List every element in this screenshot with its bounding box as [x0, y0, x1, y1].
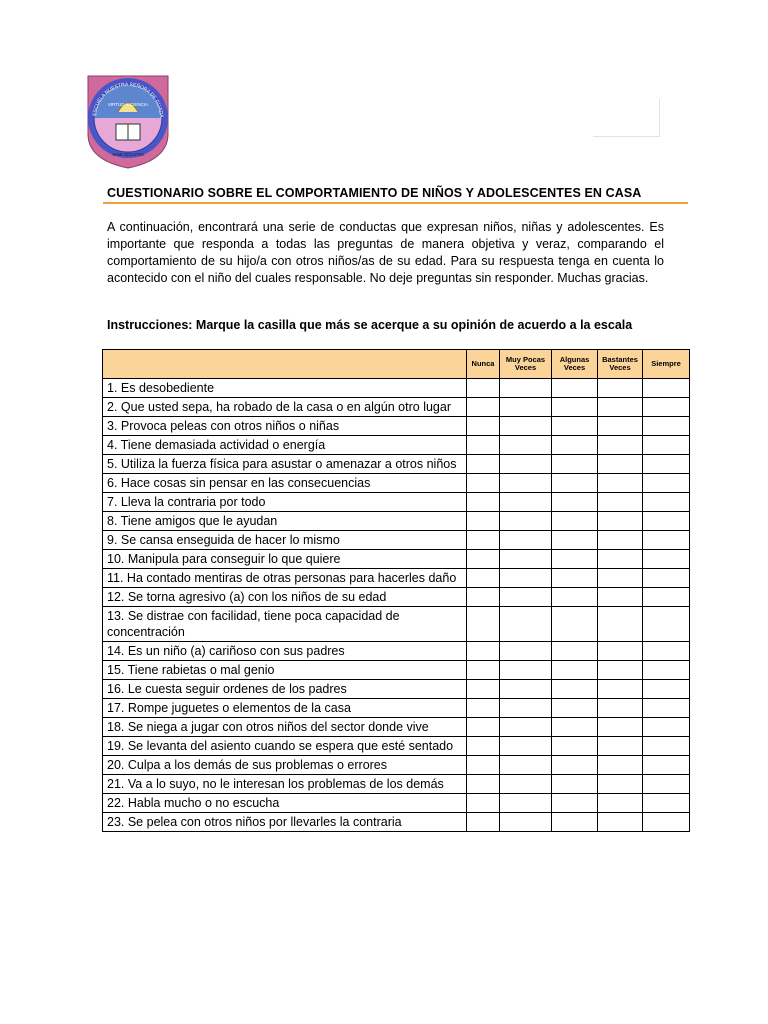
answer-cell-nunca[interactable] — [467, 661, 500, 680]
answer-cell-bastantes-veces[interactable] — [598, 588, 643, 607]
question-text: 6. Hace cosas sin pensar en las consecuencias — [103, 474, 467, 493]
question-text: 17. Rompe juguetes o elementos de la casa — [103, 699, 467, 718]
answer-cell-algunas-veces[interactable] — [552, 550, 598, 569]
answer-cell-nunca[interactable] — [467, 813, 500, 832]
answer-cell-siempre[interactable] — [643, 794, 690, 813]
answer-cell-muy-pocas-veces[interactable] — [500, 642, 552, 661]
answer-cell-algunas-veces[interactable] — [552, 436, 598, 455]
answer-cell-muy-pocas-veces[interactable] — [500, 550, 552, 569]
answer-cell-bastantes-veces[interactable] — [598, 680, 643, 699]
question-row — [103, 642, 690, 661]
answer-cell-siempre[interactable] — [643, 642, 690, 661]
answer-cell-bastantes-veces[interactable] — [598, 607, 643, 642]
answer-cell-muy-pocas-veces[interactable] — [500, 417, 552, 436]
answer-cell-bastantes-veces[interactable] — [598, 550, 643, 569]
answer-cell-siempre[interactable] — [643, 680, 690, 699]
answer-cell-algunas-veces[interactable] — [552, 455, 598, 474]
answer-cell-siempre[interactable] — [643, 417, 690, 436]
question-row — [103, 417, 690, 436]
answer-cell-muy-pocas-veces[interactable] — [500, 398, 552, 417]
intro-paragraph: A continuación, encontrará una serie de conductas que expresan niños, niñas y adolescentes. Es importante que responda a todas las preguntas de manera objetiva y veraz, comparando el comportamiento de su hijo/a con otros niños/as de su edad. Para su respuesta tenga en cuenta lo acontecido con el niño del cuales responsable. No deje preguntas sin responder. Muchas gracias. — [107, 220, 664, 285]
answer-cell-siempre[interactable] — [643, 474, 690, 493]
answer-cell-nunca[interactable] — [467, 737, 500, 756]
answer-cell-bastantes-veces[interactable] — [598, 455, 643, 474]
question-text: 22. Habla mucho o no escucha — [103, 794, 467, 813]
scale-header-blank — [103, 350, 467, 379]
answer-cell-muy-pocas-veces[interactable] — [500, 455, 552, 474]
answer-cell-nunca[interactable] — [467, 550, 500, 569]
answer-cell-algunas-veces[interactable] — [552, 699, 598, 718]
answer-cell-bastantes-veces[interactable] — [598, 569, 643, 588]
answer-cell-siempre[interactable] — [643, 379, 690, 398]
answer-cell-siempre[interactable] — [643, 718, 690, 737]
question-text: 10. Manipula para conseguir lo que quiere — [103, 550, 467, 569]
answer-cell-muy-pocas-veces[interactable] — [500, 775, 552, 794]
question-text: 4. Tiene demasiada actividad o energía — [103, 436, 467, 455]
question-row — [103, 436, 690, 455]
answer-cell-nunca[interactable] — [467, 512, 500, 531]
answer-cell-nunca[interactable] — [467, 680, 500, 699]
answer-cell-siempre[interactable] — [643, 455, 690, 474]
answer-cell-nunca[interactable] — [467, 531, 500, 550]
answer-cell-algunas-veces[interactable] — [552, 775, 598, 794]
question-row — [103, 699, 690, 718]
answer-cell-bastantes-veces[interactable] — [598, 661, 643, 680]
answer-cell-bastantes-veces[interactable] — [598, 474, 643, 493]
answer-cell-algunas-veces[interactable] — [552, 379, 598, 398]
answer-cell-nunca[interactable] — [467, 436, 500, 455]
answer-cell-siempre[interactable] — [643, 756, 690, 775]
question-text: 19. Se levanta del asiento cuando se espera que esté sentado — [103, 737, 467, 756]
answer-cell-nunca[interactable] — [467, 699, 500, 718]
answer-cell-bastantes-veces[interactable] — [598, 379, 643, 398]
answer-cell-muy-pocas-veces[interactable] — [500, 493, 552, 512]
answer-cell-siempre[interactable] — [643, 607, 690, 642]
svg-text:ESCUELA NUESTRA SEÑORA DE GUAD: ESCUELA NUESTRA SEÑORA DE GUADA — [92, 81, 165, 118]
answer-cell-muy-pocas-veces[interactable] — [500, 813, 552, 832]
answer-cell-siempre[interactable] — [643, 699, 690, 718]
answer-cell-muy-pocas-veces[interactable] — [500, 794, 552, 813]
answer-cell-muy-pocas-veces[interactable] — [500, 756, 552, 775]
question-text: 5. Utiliza la fuerza física para asustar o amenazar a otros niños — [103, 455, 467, 474]
answer-cell-nunca[interactable] — [467, 794, 500, 813]
answer-cell-siempre[interactable] — [643, 569, 690, 588]
answer-cell-algunas-veces[interactable] — [552, 531, 598, 550]
answer-cell-nunca[interactable] — [467, 569, 500, 588]
question-row — [103, 661, 690, 680]
answer-cell-muy-pocas-veces[interactable] — [500, 737, 552, 756]
answer-cell-siempre[interactable] — [643, 775, 690, 794]
answer-cell-algunas-veces[interactable] — [552, 718, 598, 737]
answer-cell-muy-pocas-veces[interactable] — [500, 436, 552, 455]
answer-cell-algunas-veces[interactable] — [552, 661, 598, 680]
answer-cell-bastantes-veces[interactable] — [598, 699, 643, 718]
school-logo — [82, 72, 174, 170]
answer-cell-nunca[interactable] — [467, 588, 500, 607]
question-row — [103, 512, 690, 531]
answer-cell-bastantes-veces[interactable] — [598, 512, 643, 531]
answer-cell-muy-pocas-veces[interactable] — [500, 569, 552, 588]
answer-cell-muy-pocas-veces[interactable] — [500, 607, 552, 642]
question-text: 18. Se niega a jugar con otros niños del sector donde vive — [103, 718, 467, 737]
scale-header-bastantes-veces: Bastantes Veces — [598, 350, 643, 379]
questionnaire-title: CUESTIONARIO SOBRE EL COMPORTAMIENTO DE NIÑOS Y ADOLESCENTES EN CASA — [107, 186, 642, 200]
question-row — [103, 398, 690, 417]
answer-cell-algunas-veces[interactable] — [552, 680, 598, 699]
answer-cell-bastantes-veces[interactable] — [598, 398, 643, 417]
answer-cell-bastantes-veces[interactable] — [598, 493, 643, 512]
blank-box — [593, 99, 660, 137]
question-text: 21. Va a lo suyo, no le interesan los problemas de los demás — [103, 775, 467, 794]
answer-cell-algunas-veces[interactable] — [552, 756, 598, 775]
question-row — [103, 794, 690, 813]
answer-cell-nunca[interactable] — [467, 775, 500, 794]
answer-cell-algunas-veces[interactable] — [552, 794, 598, 813]
answer-cell-algunas-veces[interactable] — [552, 813, 598, 832]
scale-header-algunas-veces: Algunas Veces — [552, 350, 598, 379]
answer-cell-muy-pocas-veces[interactable] — [500, 474, 552, 493]
question-row — [103, 569, 690, 588]
answer-cell-nunca[interactable] — [467, 493, 500, 512]
question-row — [103, 756, 690, 775]
question-text: 2. Que usted sepa, ha robado de la casa o en algún otro lugar — [103, 398, 467, 417]
svg-text:SINE SOLUTIO: SINE SOLUTIO — [112, 152, 144, 157]
answer-cell-nunca[interactable] — [467, 398, 500, 417]
questionnaire-table — [102, 349, 690, 832]
answer-cell-nunca[interactable] — [467, 474, 500, 493]
question-row — [103, 607, 690, 642]
question-row — [103, 379, 690, 398]
question-text: 7. Lleva la contraria por todo — [103, 493, 467, 512]
answer-cell-nunca[interactable] — [467, 417, 500, 436]
answer-cell-bastantes-veces[interactable] — [598, 794, 643, 813]
answer-cell-muy-pocas-veces[interactable] — [500, 379, 552, 398]
answer-cell-algunas-veces[interactable] — [552, 588, 598, 607]
answer-cell-siempre[interactable] — [643, 550, 690, 569]
question-text: 15. Tiene rabietas o mal genio — [103, 661, 467, 680]
answer-cell-siempre[interactable] — [643, 512, 690, 531]
answer-cell-muy-pocas-veces[interactable] — [500, 588, 552, 607]
answer-cell-algunas-veces[interactable] — [552, 512, 598, 531]
answer-cell-nunca[interactable] — [467, 455, 500, 474]
answer-cell-nunca[interactable] — [467, 718, 500, 737]
answer-cell-muy-pocas-veces[interactable] — [500, 661, 552, 680]
scale-header-row — [103, 350, 690, 379]
answer-cell-nunca[interactable] — [467, 379, 500, 398]
svg-text:VIRTUD Y CIENCIA: VIRTUD Y CIENCIA — [107, 102, 149, 107]
answer-cell-algunas-veces[interactable] — [552, 417, 598, 436]
question-text: 20. Culpa a los demás de sus problemas o errores — [103, 756, 467, 775]
answer-cell-muy-pocas-veces[interactable] — [500, 680, 552, 699]
question-text: 13. Se distrae con facilidad, tiene poca capacidad de concentración — [103, 607, 467, 642]
question-text: 9. Se cansa enseguida de hacer lo mismo — [103, 531, 467, 550]
answer-cell-algunas-veces[interactable] — [552, 569, 598, 588]
question-row — [103, 474, 690, 493]
answer-cell-siempre[interactable] — [643, 737, 690, 756]
answer-cell-bastantes-veces[interactable] — [598, 436, 643, 455]
scale-header-siempre: Siempre — [643, 350, 690, 379]
answer-cell-muy-pocas-veces[interactable] — [500, 718, 552, 737]
answer-cell-bastantes-veces[interactable] — [598, 417, 643, 436]
answer-cell-siempre[interactable] — [643, 436, 690, 455]
answer-cell-bastantes-veces[interactable] — [598, 642, 643, 661]
question-row — [103, 531, 690, 550]
answer-cell-nunca[interactable] — [467, 607, 500, 642]
items-body — [103, 379, 690, 832]
scale-header-muy-pocas-veces: Muy Pocas Veces — [500, 350, 552, 379]
answer-cell-siempre[interactable] — [643, 493, 690, 512]
instructions-text: Instrucciones: Marque la casilla que más se acerque a su opinión de acuerdo a la escala — [107, 318, 633, 332]
question-text: 3. Provoca peleas con otros niños o niñas — [103, 417, 467, 436]
question-text: 14. Es un niño (a) cariñoso con sus padres — [103, 642, 467, 661]
question-text: 1. Es desobediente — [103, 379, 467, 398]
answer-cell-algunas-veces[interactable] — [552, 493, 598, 512]
title-divider — [103, 202, 688, 204]
answer-cell-nunca[interactable] — [467, 642, 500, 661]
answer-cell-muy-pocas-veces[interactable] — [500, 531, 552, 550]
question-row — [103, 813, 690, 832]
answer-cell-algunas-veces[interactable] — [552, 607, 598, 642]
answer-cell-bastantes-veces[interactable] — [598, 531, 643, 550]
answer-cell-siempre[interactable] — [643, 661, 690, 680]
question-row — [103, 775, 690, 794]
question-row — [103, 737, 690, 756]
question-text: 12. Se torna agresivo (a) con los niños de su edad — [103, 588, 467, 607]
answer-cell-siempre[interactable] — [643, 531, 690, 550]
answer-cell-algunas-veces[interactable] — [552, 642, 598, 661]
answer-cell-bastantes-veces[interactable] — [598, 813, 643, 832]
question-row — [103, 550, 690, 569]
scale-header-nunca: Nunca — [467, 350, 500, 379]
answer-cell-muy-pocas-veces[interactable] — [500, 699, 552, 718]
question-row — [103, 455, 690, 474]
question-row — [103, 680, 690, 699]
answer-cell-bastantes-veces[interactable] — [598, 775, 643, 794]
question-text: 11. Ha contado mentiras de otras personas para hacerles daño — [103, 569, 467, 588]
answer-cell-siempre[interactable] — [643, 588, 690, 607]
answer-cell-algunas-veces[interactable] — [552, 398, 598, 417]
answer-cell-bastantes-veces[interactable] — [598, 737, 643, 756]
answer-cell-algunas-veces[interactable] — [552, 737, 598, 756]
question-text: 8. Tiene amigos que le ayudan — [103, 512, 467, 531]
answer-cell-bastantes-veces[interactable] — [598, 718, 643, 737]
answer-cell-siempre[interactable] — [643, 813, 690, 832]
question-row — [103, 588, 690, 607]
question-row — [103, 718, 690, 737]
question-text: 16. Le cuesta seguir ordenes de los padres — [103, 680, 467, 699]
answer-cell-algunas-veces[interactable] — [552, 474, 598, 493]
answer-cell-bastantes-veces[interactable] — [598, 756, 643, 775]
question-text: 23. Se pelea con otros niños por llevarles la contraria — [103, 813, 467, 832]
answer-cell-nunca[interactable] — [467, 756, 500, 775]
question-row — [103, 493, 690, 512]
answer-cell-siempre[interactable] — [643, 398, 690, 417]
answer-cell-muy-pocas-veces[interactable] — [500, 512, 552, 531]
